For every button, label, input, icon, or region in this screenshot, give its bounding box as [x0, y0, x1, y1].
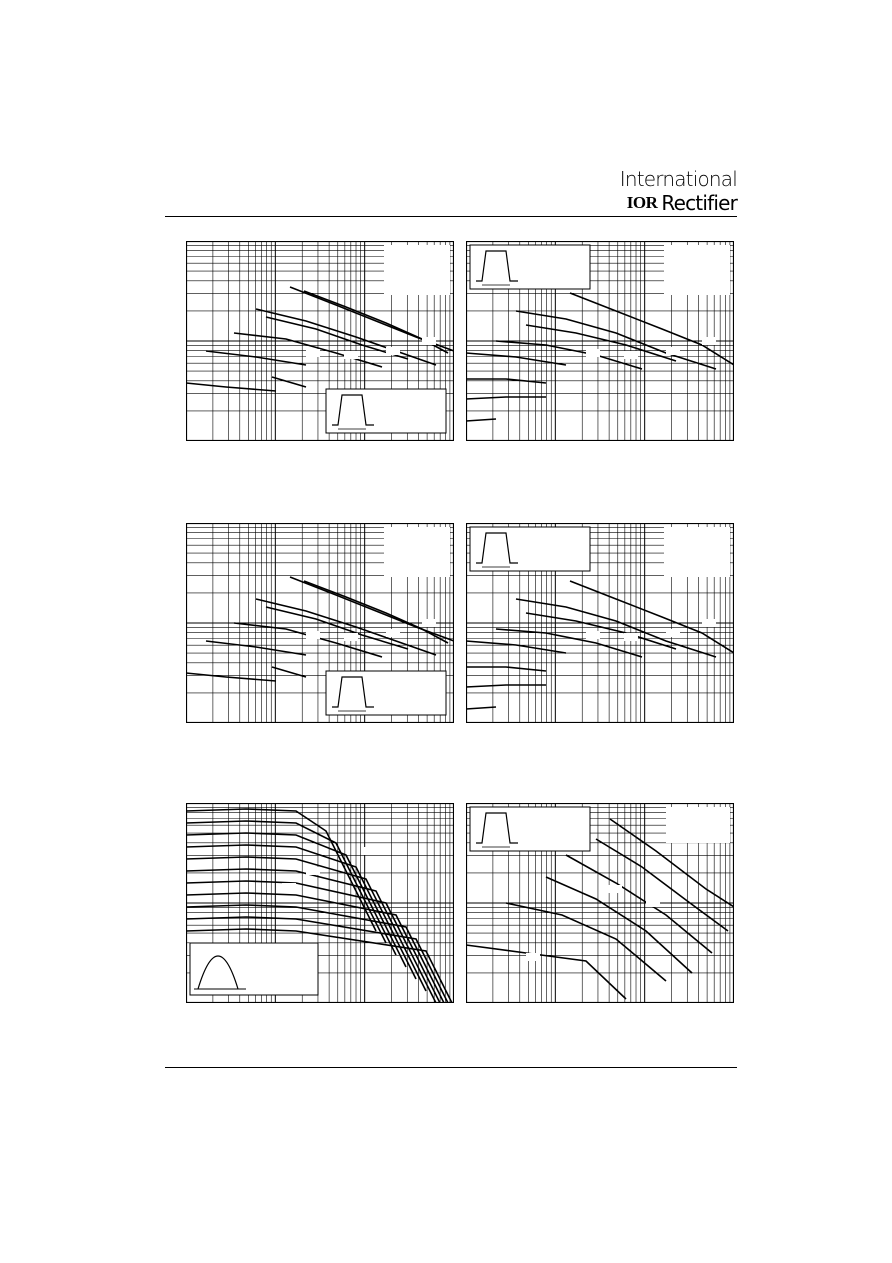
curve-label-mask — [306, 867, 320, 875]
curve-label-mask — [362, 847, 376, 855]
chart-fig2 — [466, 241, 734, 441]
curve-label-mask — [624, 633, 638, 641]
curve-label-mask — [702, 619, 716, 627]
brand-name-rectifier: Rectifier — [661, 191, 737, 215]
legend-box — [664, 527, 730, 577]
curve-label-mask — [586, 349, 600, 357]
legend-box — [666, 807, 730, 843]
curve-label-mask — [422, 337, 436, 345]
legend-box — [190, 943, 318, 995]
curve-label-mask — [586, 631, 600, 639]
curve-label-mask — [386, 347, 400, 355]
curve-label-mask — [624, 351, 638, 359]
chart-fig6 — [466, 803, 734, 1003]
chart-fig3 — [186, 523, 454, 723]
curve-label-mask — [306, 349, 320, 357]
ior-logo: IOR — [626, 193, 658, 212]
curve-label-mask — [344, 351, 358, 359]
curve-label-mask — [282, 883, 296, 891]
legend-box — [664, 245, 730, 295]
curve-label-mask — [344, 633, 358, 641]
curve-label-mask — [526, 953, 540, 961]
legend-box — [470, 245, 590, 289]
curve-label-mask — [702, 337, 716, 345]
curve-label-mask — [666, 347, 680, 355]
brand-name-international: International — [619, 167, 737, 191]
curve-label-mask — [306, 631, 320, 639]
header-rule — [165, 216, 737, 217]
curve-label-mask — [386, 629, 400, 637]
legend-box — [384, 527, 450, 577]
brand-logo-block — [620, 168, 737, 214]
curve-label-mask — [608, 885, 622, 893]
chart-fig1 — [186, 241, 454, 441]
legend-box — [384, 245, 450, 295]
brand-name-rectifier-row — [620, 192, 737, 214]
curve-label-mask — [666, 629, 680, 637]
chart-fig5 — [186, 803, 454, 1003]
chart-fig4 — [466, 523, 734, 723]
curve-label-mask — [422, 619, 436, 627]
footer-rule — [165, 1067, 737, 1068]
curve-label-mask — [646, 899, 660, 907]
